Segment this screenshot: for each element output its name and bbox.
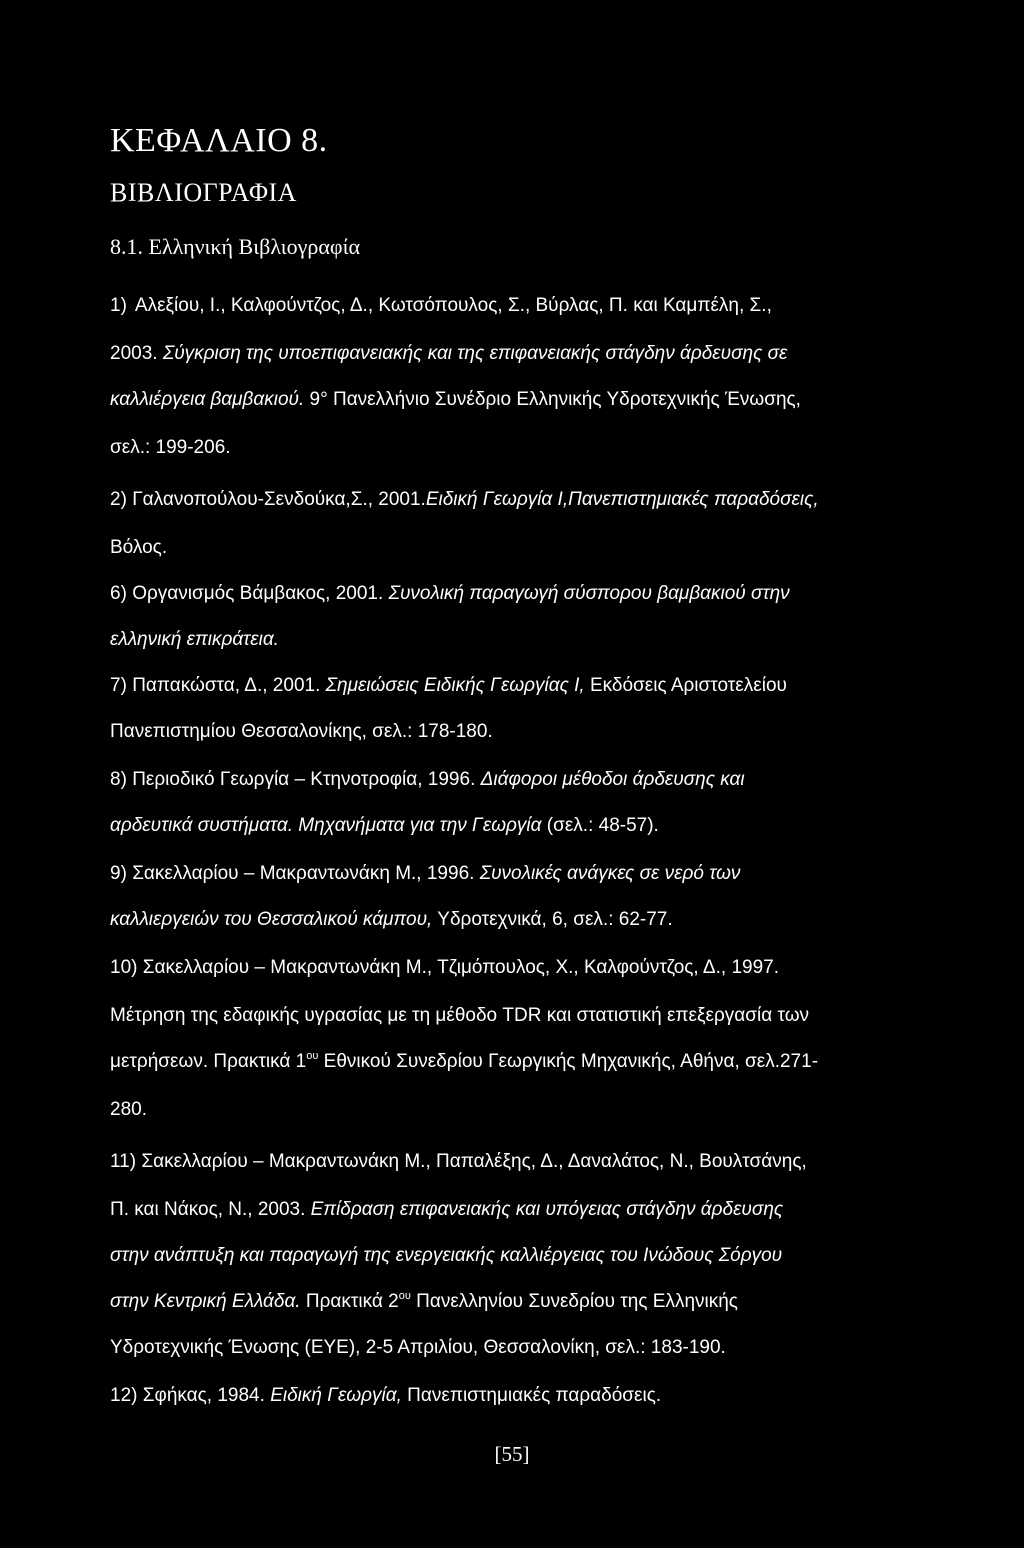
- reference-11-line-3: [110, 1244, 880, 1268]
- reference-1-line-3: [110, 388, 880, 412]
- reference-10-line-4: [110, 1098, 880, 1122]
- reference-authors: Οργανισμός Βάμβακος, 2001.: [132, 583, 384, 604]
- ordinal-suffix: ου: [398, 1290, 411, 1302]
- reference-authors: Σακελλαρίου – Μακραντωνάκη Μ., Τζιμόπουλος, Χ., Καλφούντζος, Δ., 1997.: [142, 957, 779, 978]
- reference-number: 11): [110, 1151, 137, 1172]
- reference-authors: Σφήκας, 1984.: [142, 1385, 265, 1406]
- reference-title-cont: ελληνική επικράτεια.: [110, 629, 279, 650]
- reference-title-cont: μετρήσεων.: [110, 1051, 209, 1072]
- reference-title-cont: στην ανάπτυξη και παραγωγή της ενεργειακής καλλιέργειας του Ινώδους Σόργου: [110, 1245, 783, 1266]
- reference-title-cont: στην Κεντρική Ελλάδα.: [110, 1291, 301, 1312]
- reference-11-line-2: [110, 1198, 880, 1222]
- reference-publisher-cont: Πανεπιστημίου Θεσσαλονίκης, σελ.: 178-180.: [110, 721, 493, 742]
- reference-publisher-pre: Πρακτικά 2: [305, 1291, 399, 1312]
- reference-publisher: Πανελληνίου Συνεδρίου της Ελληνικής: [416, 1291, 738, 1312]
- reference-1-line-1: [110, 294, 880, 318]
- reference-title: Σημειώσεις Ειδικής Γεωργίας Ι,: [325, 675, 585, 696]
- reference-publisher-pre: Πρακτικά 1: [213, 1051, 307, 1072]
- reference-authors: Αλεξίου, Ι., Καλφούντζος, Δ., Κωτσόπουλος, Σ., Βύρλας, Π. και Καμπέλη, Σ.,: [134, 295, 772, 316]
- reference-details: 9° Πανελλήνιο Συνέδριο Ελληνικής Υδροτεχνικής Ένωσης,: [309, 389, 801, 410]
- reference-publisher: Εθνικού Συνεδρίου Γεωργικής Μηχανικής, Αθήνα, σελ.271-: [323, 1051, 819, 1072]
- reference-10-line-1: [110, 956, 880, 980]
- reference-publisher: Πανεπιστημιακές παραδόσεις.: [407, 1385, 662, 1406]
- reference-title-cont: καλλιεργειών του Θεσσαλικού κάμπου,: [110, 909, 433, 930]
- reference-authors-cont: Π. και Νάκος, Ν., 2003.: [110, 1199, 306, 1220]
- reference-pages: 280.: [110, 1099, 147, 1120]
- reference-number: 9): [110, 863, 127, 884]
- reference-number: 12): [110, 1385, 138, 1406]
- chapter-heading: ΚΕΦΑΛΑΙΟ 8.: [110, 122, 328, 159]
- reference-title: Σύγκριση της υποεπιφανειακής και της επιφανειακής στάγδην άρδευσης σε: [162, 343, 788, 364]
- reference-publisher: Υδροτεχνικά, 6, σελ.: 62-77.: [437, 909, 673, 930]
- reference-title: Συνολική παραγωγή σύσπορου βαμβακιού στην: [388, 583, 790, 604]
- reference-title-cont: καλλιέργεια βαμβακιού.: [110, 389, 305, 410]
- reference-6-line-1: [110, 582, 880, 606]
- reference-number: 1): [110, 295, 127, 316]
- reference-title: Ειδική Γεωργία,: [270, 1385, 402, 1406]
- reference-authors: Παπακώστα, Δ., 2001.: [132, 675, 321, 696]
- reference-10-line-3: [110, 1050, 880, 1074]
- reference-authors: Σακελλαρίου – Μακραντωνάκη Μ., 1996.: [132, 863, 475, 884]
- reference-title: Διάφοροι μέθοδοι άρδευσης και: [480, 769, 745, 790]
- reference-9-line-1: [110, 862, 880, 886]
- reference-authors: Γαλανοπούλου-Σενδούκα,Σ., 2001.: [132, 489, 426, 510]
- reference-number: 8): [110, 769, 127, 790]
- reference-7-line-1: [110, 674, 880, 698]
- reference-publisher: Εκδόσεις Αριστοτελείου: [589, 675, 787, 696]
- reference-year: 2003.: [110, 343, 158, 364]
- page-number: [55]: [494, 1442, 530, 1466]
- reference-7-line-2: [110, 720, 880, 744]
- reference-6-line-2: [110, 628, 880, 652]
- reference-number: 6): [110, 583, 127, 604]
- reference-publisher-cont: Υδροτεχνικής Ένωσης (ΕΥΕ), 2-5 Απριλίου, Θεσσαλονίκη, σελ.: 183-190.: [110, 1337, 726, 1358]
- reference-title: Μέτρηση της εδαφικής υγρασίας με τη μέθοδο TDR και στατιστική επεξεργασία των: [110, 1005, 810, 1026]
- reference-number: 7): [110, 675, 127, 696]
- reference-11-line-5: [110, 1336, 880, 1360]
- reference-1-line-2: [110, 342, 880, 366]
- bibliography-heading: ΒΙΒΛΙΟΓΡΑΦΙΑ: [110, 178, 297, 207]
- reference-pages: (σελ.: 48-57).: [546, 815, 659, 836]
- reference-title-cont: αρδευτικά συστήματα. Μηχανήματα για την Γεωργία: [110, 815, 542, 836]
- reference-8-line-1: [110, 768, 880, 792]
- reference-11-line-1: [110, 1150, 880, 1174]
- reference-11-line-4: [110, 1290, 880, 1314]
- reference-title: Επίδραση επιφανειακής και υπόγειας στάγδην άρδευσης: [310, 1199, 784, 1220]
- reference-authors: Σακελλαρίου – Μακραντωνάκη Μ., Παπαλέξης, Δ., Δαναλάτος, Ν., Βουλτσάνης,: [141, 1151, 807, 1172]
- reference-1-line-4: [110, 436, 880, 460]
- reference-2-line-1: [110, 488, 880, 512]
- ordinal-suffix: ου: [306, 1050, 319, 1062]
- reference-8-line-2: [110, 814, 880, 838]
- reference-publisher: Βόλος.: [110, 537, 168, 558]
- reference-10-line-2: [110, 1004, 880, 1028]
- reference-2-line-2: [110, 536, 880, 560]
- reference-authors: Περιοδικό Γεωργία – Κτηνοτροφία, 1996.: [132, 769, 476, 790]
- reference-9-line-2: [110, 908, 880, 932]
- reference-title: Ειδική Γεωργία Ι,Πανεπιστημιακές παραδόσεις,: [425, 489, 819, 510]
- reference-number: 10): [110, 957, 138, 978]
- reference-number: 2): [110, 489, 127, 510]
- reference-12-line-1: [110, 1384, 880, 1408]
- reference-title: Συνολικές ανάγκες σε νερό των: [479, 863, 741, 884]
- section-heading: 8.1. Ελληνική Βιβλιογραφία: [110, 234, 361, 259]
- reference-pages: σελ.: 199-206.: [110, 437, 231, 458]
